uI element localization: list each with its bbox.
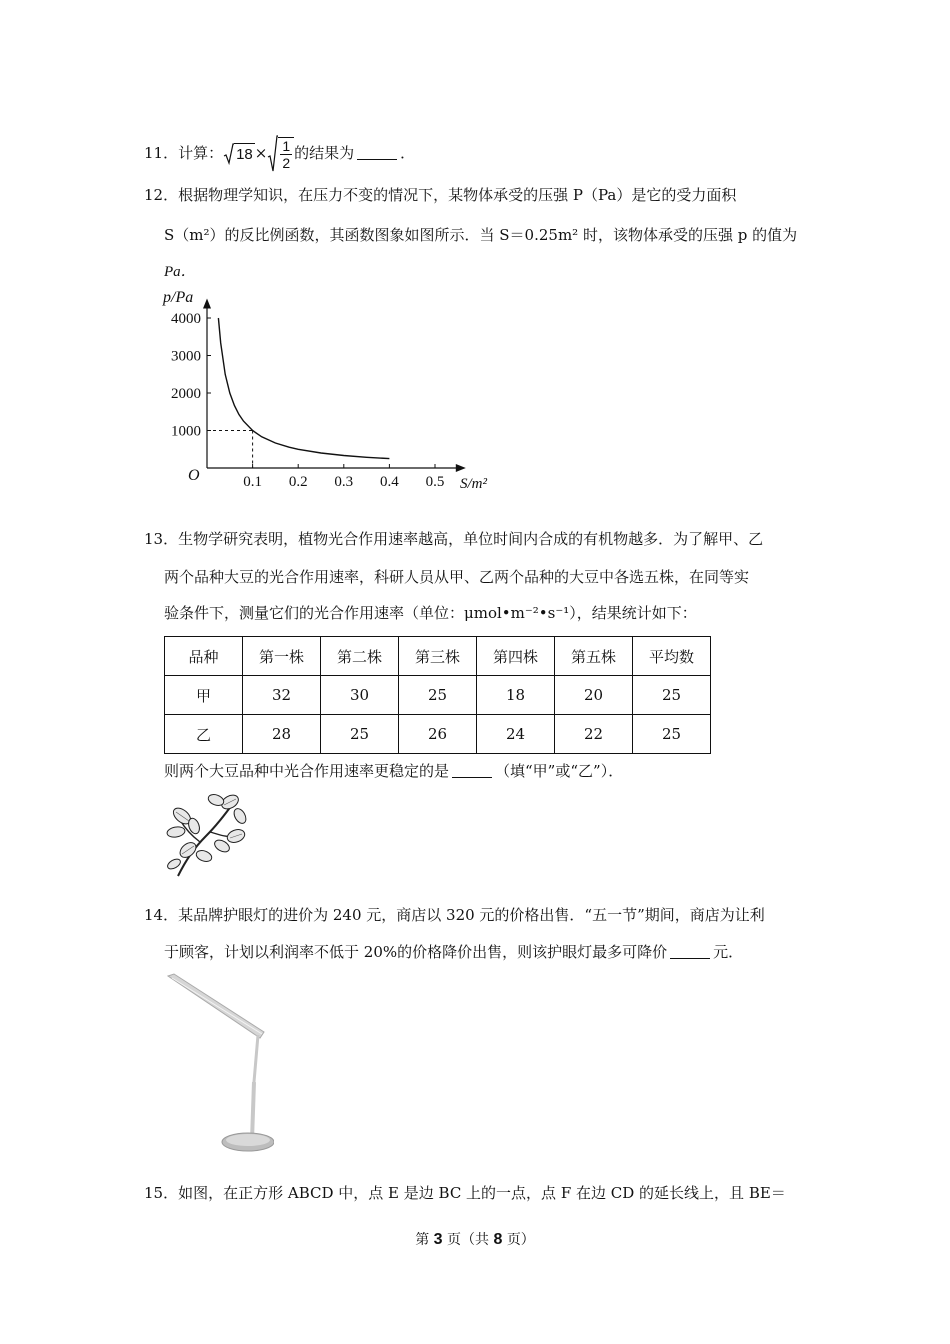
q12-line1: 12．根据物理学知识，在压力不变的情况下，某物体承受的压强 P（Pa）是它的受力面积: [144, 186, 737, 204]
q13-after-suffix: （填“甲”或“乙”）．: [495, 762, 624, 780]
y-axis-label: p/Pa: [163, 289, 194, 306]
q11-line: [144, 135, 415, 173]
table-cell: 22: [555, 715, 633, 754]
q13-after-prefix: 则两个大豆品种中光合作用速率更稳定的是: [164, 762, 450, 780]
q12-line2: S（m²）的反比例函数，其函数图象如图所示．当 S＝0.25m² 时，该物体承受的压强 p 的值为: [164, 226, 798, 244]
x-tick-label: 0.3: [334, 474, 354, 490]
desk-lamp-icon: [164, 972, 274, 1162]
q14-line2-suffix: 元．: [713, 943, 744, 961]
table-cell: 20: [555, 676, 633, 715]
table-cell: 30: [321, 676, 399, 715]
table-cell: 甲: [165, 676, 243, 715]
x-axis-label: S/m²: [460, 476, 487, 492]
table-header-cell: 第二株: [321, 637, 399, 676]
q12-line3: Pa．: [164, 264, 196, 280]
origin-label: O: [188, 467, 200, 484]
table-cell: 32: [243, 676, 321, 715]
sqrt-half: [267, 135, 294, 173]
q13-line3: 验条件下，测量它们的光合作用速率（单位：μmol•m⁻²•s⁻¹），结果统计如下：: [164, 604, 697, 622]
photosynthesis-table: [164, 636, 711, 754]
table-cell: 25: [321, 715, 399, 754]
q14-line2-prefix: 于顾客，计划以利润率不低于 20%的价格降价出售，则该护眼灯最多可降价: [164, 943, 668, 961]
answer-blank[interactable]: [357, 145, 397, 160]
table-header-cell: 平均数: [633, 637, 711, 676]
radical-sign-icon: [267, 135, 278, 173]
table-header-cell: 第五株: [555, 637, 633, 676]
inverse-proportion-curve: [218, 318, 389, 459]
x-tick-label: 0.1: [243, 474, 262, 490]
footer-post: 页）: [506, 1232, 535, 1248]
chart-ticks: [171, 311, 444, 490]
x-axis-arrow: [456, 464, 466, 472]
footer-page-number: 3: [433, 1231, 443, 1248]
table-cell: 乙: [165, 715, 243, 754]
y-axis-arrow: [203, 299, 211, 309]
radical-sign-icon: [223, 143, 234, 165]
table-header-row: [165, 637, 711, 676]
fraction-numerator: 1: [282, 138, 291, 154]
q13-line1: 13．生物学研究表明，植物光合作用速率越高，单位时间内合成的有机物越多．为了解甲、乙: [144, 530, 764, 548]
table-cell: 25: [633, 676, 711, 715]
table-cell: 28: [243, 715, 321, 754]
table-row: [165, 715, 711, 754]
answer-blank[interactable]: [670, 944, 710, 959]
times-sign: ×: [254, 144, 268, 162]
q14-line1: 14．某品牌护眼灯的进价为 240 元，商店以 320 元的价格出售．“五一节”期间，商店为让利: [144, 906, 765, 924]
q11-end: ．: [400, 144, 416, 162]
chart-axes: [203, 299, 466, 473]
y-tick-label: 4000: [171, 311, 201, 327]
table-header-cell: 品种: [165, 637, 243, 676]
fraction-denominator: 2: [282, 155, 291, 171]
soybean-plant-icon: [164, 790, 248, 878]
sqrt-18: [223, 143, 255, 166]
sqrt-18-radicand: 18: [234, 143, 255, 166]
y-tick-label: 3000: [171, 348, 201, 365]
x-tick-label: 0.4: [380, 474, 399, 490]
x-tick-label: 0.5: [425, 474, 445, 490]
q11-prefix: 11．计算：: [144, 144, 224, 162]
table-cell: 24: [477, 715, 555, 754]
q15-line1: 15．如图，在正方形 ABCD 中，点 E 是边 BC 上的一点，点 F 在边 CD 的延长线上，且 BE＝: [144, 1184, 786, 1202]
x-tick-label: 0.2: [288, 474, 308, 490]
q13-line2: 两个品种大豆的光合作用速率，科研人员从甲、乙两个品种的大豆中各选五株，在同等实: [164, 568, 750, 586]
fraction-one-half: [280, 138, 292, 171]
footer-pre: 第: [415, 1232, 430, 1248]
q14-line2: [164, 941, 743, 963]
table-cell: 25: [633, 715, 711, 754]
y-tick-label: 1000: [171, 423, 201, 440]
y-tick-label: 2000: [171, 386, 201, 402]
answer-blank[interactable]: [452, 763, 492, 778]
q11-suffix: 的结果为: [294, 144, 355, 162]
table-header-cell: 第三株: [399, 637, 477, 676]
chart-curve-group: [207, 318, 389, 468]
table-header-cell: 第四株: [477, 637, 555, 676]
table-header-cell: 第一株: [243, 637, 321, 676]
pressure-area-chart: [155, 282, 500, 494]
q13-after-line: [164, 760, 623, 782]
page-footer: [0, 1229, 950, 1249]
table-cell: 26: [399, 715, 477, 754]
footer-mid: 页（共: [447, 1232, 489, 1248]
table-cell: 25: [399, 676, 477, 715]
table-row: [165, 676, 711, 715]
table-cell: 18: [477, 676, 555, 715]
footer-total-pages: 8: [493, 1231, 503, 1248]
